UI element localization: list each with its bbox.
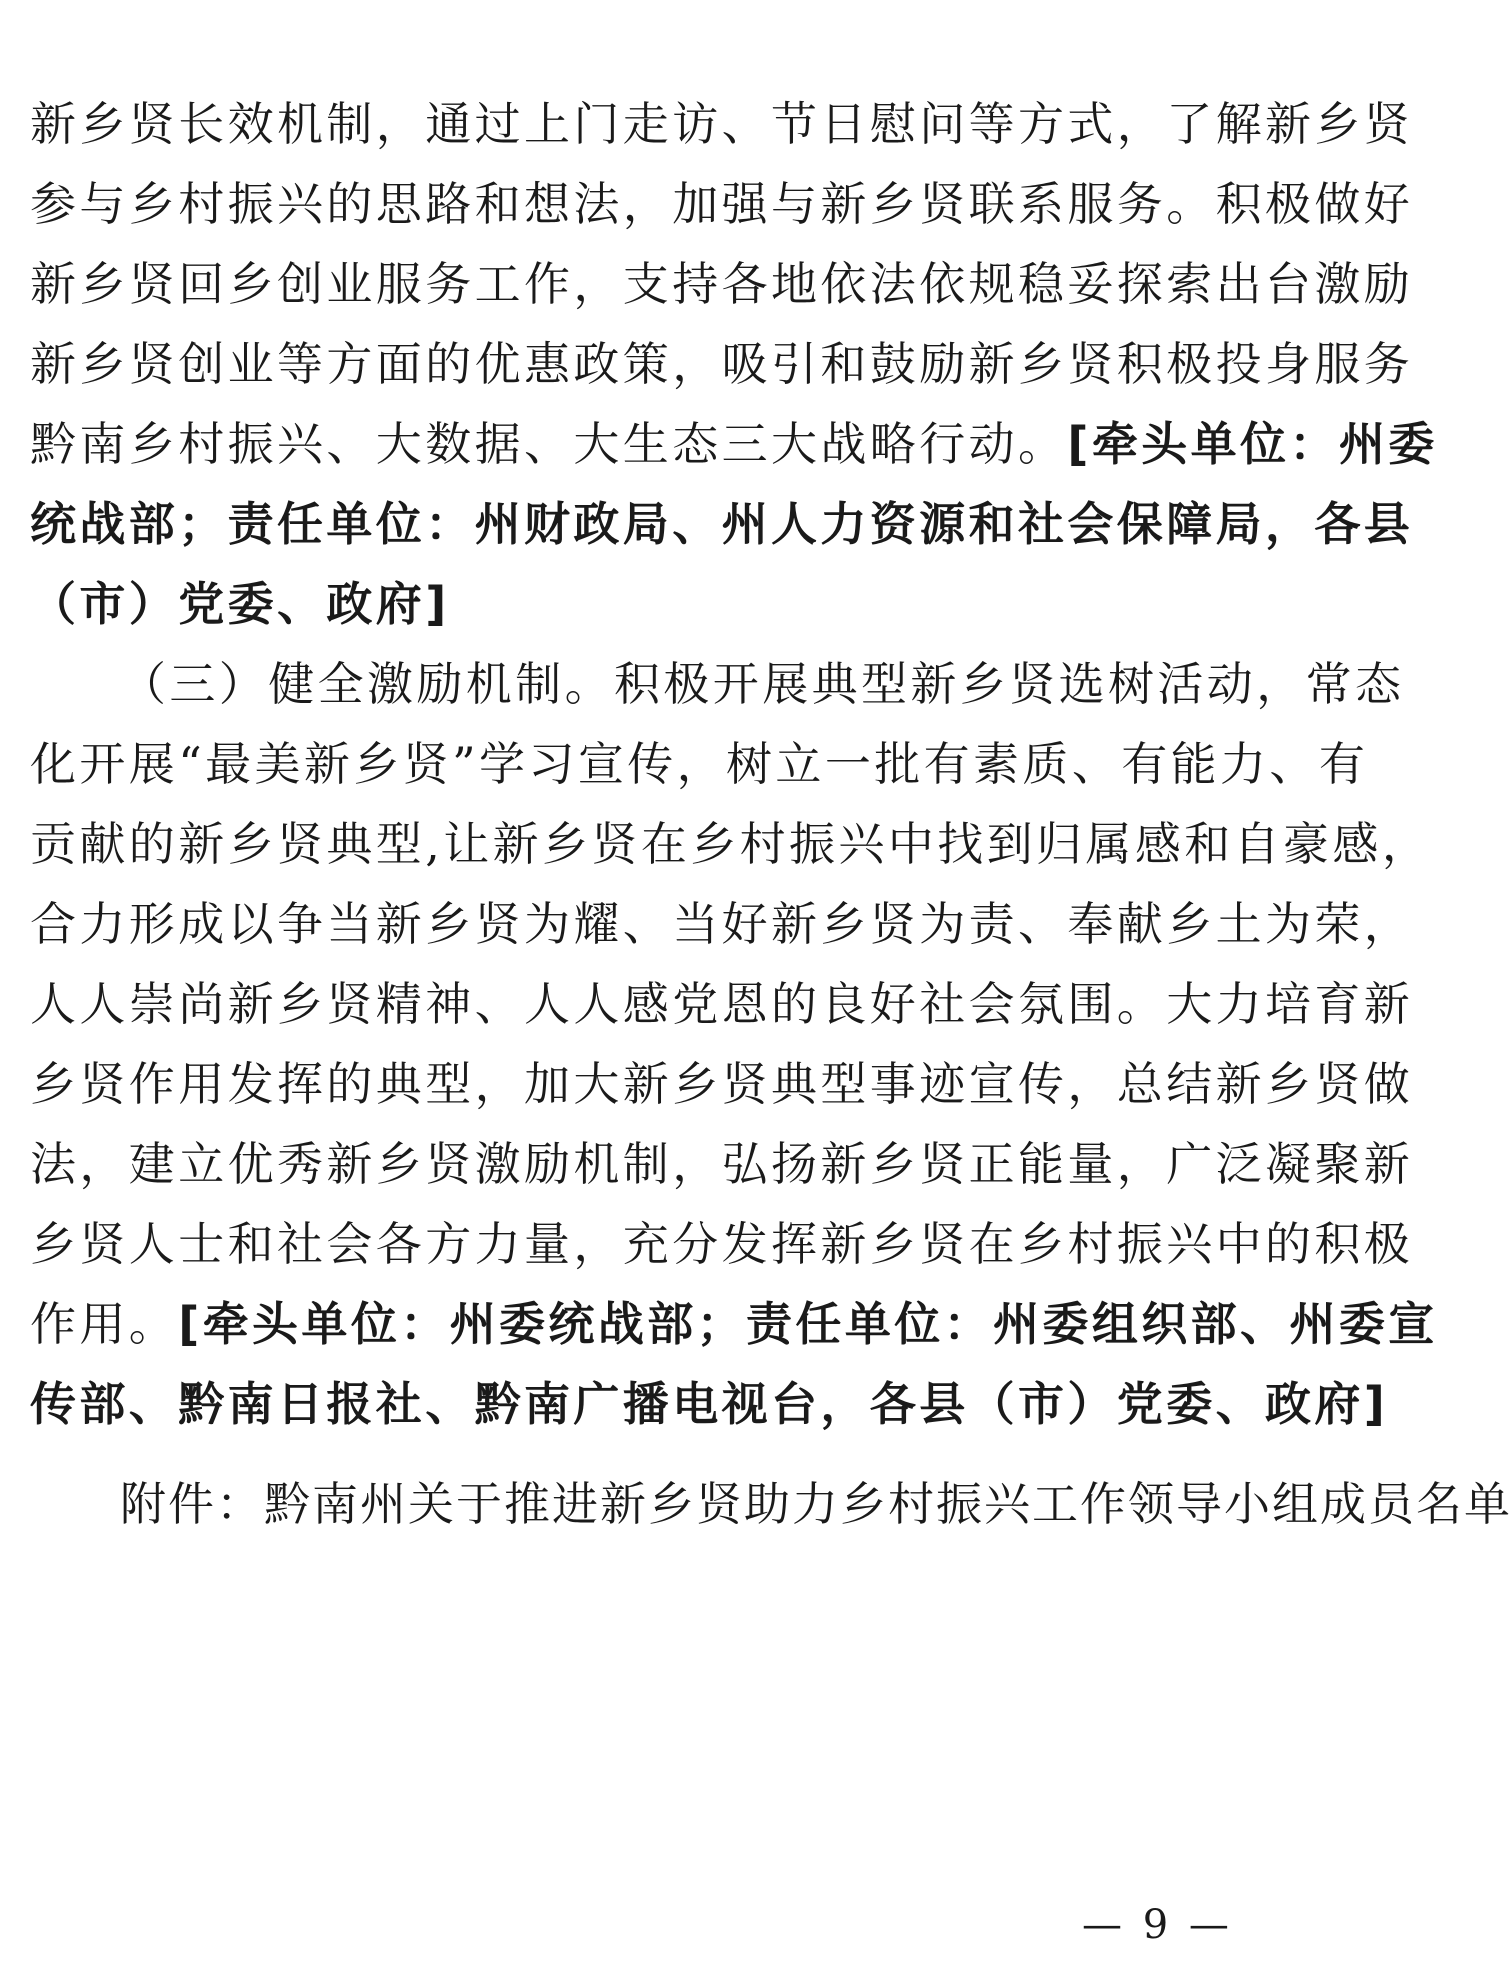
page-number: — 9 — bbox=[1082, 1902, 1233, 1948]
text-line: 新乡贤创业等方面的优惠政策，吸引和鼓励新乡贤积极投身服务 bbox=[30, 337, 1414, 391]
text-line: 新乡贤回乡创业服务工作，支持各地依法依规稳妥探索出台激励 bbox=[30, 257, 1414, 311]
text-line: 化开展“最美新乡贤”学习宣传，树立一批有素质、有能力、有 bbox=[30, 737, 1369, 791]
responsible-unit-text: [牵头单位：州委统战部；责任单位：州委组织部、州委宣 bbox=[178, 1297, 1438, 1351]
text-line bbox=[30, 404, 1438, 484]
responsible-unit-text: 传部、黔南日报社、黔南广播电视台，各县（市）党委、政府] bbox=[30, 1377, 1389, 1431]
body-text bbox=[30, 84, 1438, 1444]
text-line: 人人崇尚新乡贤精神、人人感党恩的良好社会氛围。大力培育新 bbox=[30, 977, 1414, 1031]
text-line: 法，建立优秀新乡贤激励机制，弘扬新乡贤正能量，广泛凝聚新 bbox=[30, 1137, 1414, 1191]
text-segment: 作用。 bbox=[30, 1297, 179, 1351]
text-line: 乡贤人士和社会各方力量，充分发挥新乡贤在乡村振兴中的积极 bbox=[30, 1217, 1414, 1271]
text-line bbox=[30, 1284, 1438, 1364]
section-heading-line: （三）健全激励机制。积极开展典型新乡贤选树活动，常态 bbox=[120, 657, 1405, 711]
attachment-note: 附件：黔南州关于推进新乡贤助力乡村振兴工作领导小组成员名单 bbox=[120, 1477, 1512, 1531]
responsible-unit-text: [牵头单位：州委 bbox=[1067, 417, 1438, 471]
responsible-unit-text: 统战部；责任单位：州财政局、州人力资源和社会保障局，各县 bbox=[30, 497, 1414, 551]
responsible-unit-text: （市）党委、政府] bbox=[30, 577, 450, 631]
text-line: 合力形成以争当新乡贤为耀、当好新乡贤为责、奉献乡土为荣， bbox=[30, 897, 1414, 951]
text-line: 乡贤作用发挥的典型，加大新乡贤典型事迹宣传，总结新乡贤做 bbox=[30, 1057, 1414, 1111]
text-segment: 黔南乡村振兴、大数据、大生态三大战略行动。 bbox=[30, 417, 1068, 471]
text-line: 贡献的新乡贤典型,让新乡贤在乡村振兴中找到归属感和自豪感， bbox=[30, 817, 1432, 871]
text-line: 参与乡村振兴的思路和想法，加强与新乡贤联系服务。积极做好 bbox=[30, 177, 1414, 231]
text-line: 新乡贤长效机制，通过上门走访、节日慰问等方式，了解新乡贤 bbox=[30, 97, 1414, 151]
